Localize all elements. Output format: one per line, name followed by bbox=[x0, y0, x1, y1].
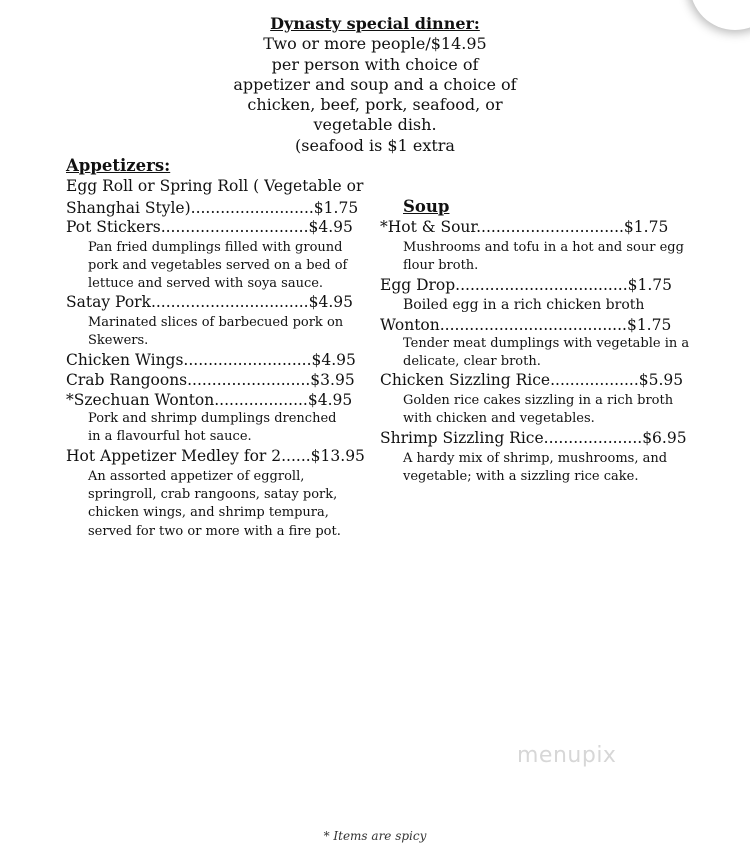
special-dinner-line: per person with choice of bbox=[271, 54, 479, 74]
description-line: Boiled egg in a rich chicken broth bbox=[403, 297, 645, 313]
satay-pork-item: Satay Pork................................$4.95 bbox=[66, 293, 353, 311]
special-dinner-line: Two or more people/$14.95 bbox=[263, 34, 487, 54]
description-line: flour broth. bbox=[403, 258, 479, 274]
hot-sour-soup-description bbox=[403, 239, 684, 275]
crab-rangoons-item: Crab Rangoons.........................$3.95 bbox=[66, 371, 355, 389]
description-line: Pan fried dumplings filled with ground bbox=[88, 240, 343, 255]
pot-stickers-description bbox=[88, 239, 347, 294]
appetizer-medley-description bbox=[88, 468, 341, 541]
soup-heading: Soup bbox=[403, 197, 450, 216]
description-line: with chicken and vegetables. bbox=[403, 411, 595, 427]
shrimp-sizzling-rice-description bbox=[403, 450, 667, 486]
egg-drop-soup-description bbox=[403, 296, 644, 314]
description-line: in a flavourful hot sauce. bbox=[88, 429, 252, 445]
egg-drop-soup-item: Egg Drop...................................$1.75 bbox=[380, 276, 672, 294]
special-dinner-title: Dynasty special dinner: bbox=[270, 14, 480, 33]
description-line: pork and vegetables served on a bed of bbox=[88, 258, 348, 274]
description-line: vegetable; with a sizzling rice cake. bbox=[403, 469, 639, 485]
shrimp-sizzling-rice-item: Shrimp Sizzling Rice....................$6.95 bbox=[380, 429, 687, 447]
appetizers-heading: Appetizers: bbox=[66, 156, 171, 175]
chicken-sizzling-rice-description bbox=[403, 392, 673, 428]
chicken-wings-item: Chicken Wings..........................$4.95 bbox=[66, 351, 356, 369]
menupix-watermark: menupix bbox=[517, 743, 617, 768]
wonton-soup-item: Wonton......................................$1.75 bbox=[380, 316, 672, 334]
special-dinner-line: appetizer and soup and a choice of bbox=[233, 74, 517, 94]
special-dinner-header bbox=[0, 14, 750, 156]
description-line: Mushrooms and tofu in a hot and sour egg bbox=[403, 240, 684, 255]
description-line: served for two or more with a fire pot. bbox=[88, 523, 341, 539]
wonton-soup-description bbox=[403, 335, 689, 371]
szechuan-wonton-item: *Szechuan Wonton...................$4.95 bbox=[66, 391, 353, 409]
appetizer-medley-item: Hot Appetizer Medley for 2......$13.95 bbox=[66, 447, 365, 465]
description-line: Pork and shrimp dumplings drenched bbox=[88, 411, 337, 426]
satay-pork-description bbox=[88, 314, 343, 350]
description-line: An assorted appetizer of eggroll, bbox=[88, 469, 305, 484]
special-dinner-line: vegetable dish. bbox=[313, 115, 437, 135]
special-dinner-line: chicken, beef, pork, seafood, or bbox=[247, 95, 503, 115]
egg-roll-line-1: Egg Roll or Spring Roll ( Vegetable or bbox=[66, 177, 364, 195]
description-line: A hardy mix of shrimp, mushrooms, and bbox=[403, 451, 668, 466]
description-line: springroll, crab rangoons, satay pork, bbox=[88, 487, 338, 503]
description-line: delicate, clear broth. bbox=[403, 354, 541, 370]
description-line: Marinated slices of barbecued pork on bbox=[88, 315, 344, 330]
description-line: Golden rice cakes sizzling in a rich broth bbox=[403, 393, 674, 408]
description-line: lettuce and served with soya sauce. bbox=[88, 276, 324, 292]
description-line: Skewers. bbox=[88, 333, 149, 349]
special-dinner-line: (seafood is $1 extra bbox=[295, 135, 455, 155]
chicken-sizzling-rice-item: Chicken Sizzling Rice..................$5.95 bbox=[380, 371, 684, 389]
szechuan-wonton-description bbox=[88, 410, 336, 446]
pot-stickers-item: Pot Stickers..............................$4.95 bbox=[66, 218, 353, 236]
hot-sour-soup-item: *Hot & Sour..............................$1.75 bbox=[380, 218, 669, 236]
description-line: Tender meat dumplings with vegetable in a bbox=[403, 336, 690, 351]
description-line: chicken wings, and shrimp tempura, bbox=[88, 505, 329, 521]
egg-roll-line-2: Shanghai Style).........................$1.75 bbox=[66, 199, 359, 217]
spicy-footnote: * Items are spicy bbox=[323, 829, 427, 843]
